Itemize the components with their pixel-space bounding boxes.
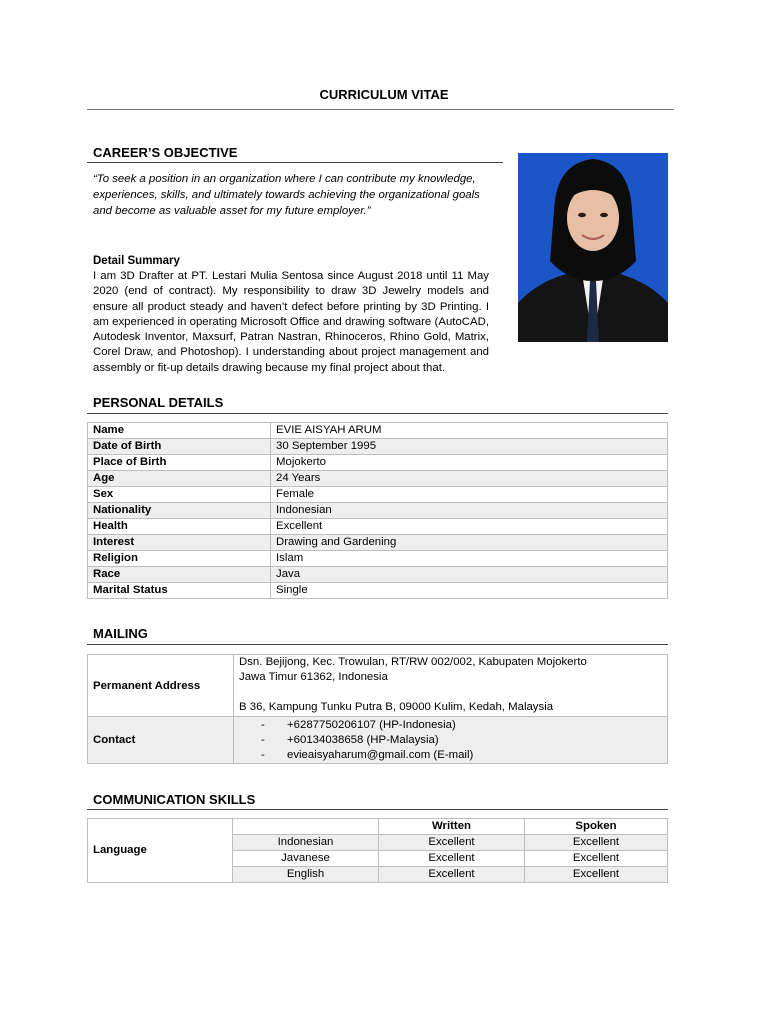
personal-divider [87,413,668,414]
language-spoken: Excellent [525,835,668,851]
personal-detail-value: EVIE AISYAH ARUM [271,423,668,439]
personal-details-row [88,535,668,551]
language-spoken: Excellent [525,867,668,883]
personal-heading: PERSONAL DETAILS [93,395,224,410]
profile-photo [518,153,668,342]
summary-heading: Detail Summary [93,255,180,267]
personal-detail-value: Excellent [271,519,668,535]
communication-divider [87,809,668,810]
personal-detail-value: 30 September 1995 [271,439,668,455]
profile-photo-image [518,153,668,342]
address-row [88,655,668,717]
personal-detail-value: Java [271,567,668,583]
personal-detail-value: Single [271,583,668,599]
personal-details-body [88,423,668,599]
contact-phone-indonesia[interactable]: +6287750206107 (HP-Indonesia) [287,718,456,731]
address-line-3: B 36, Kampung Tunku Putra B, 09000 Kulim, Kedah, Malaysia [239,701,554,713]
contact-value [234,717,668,764]
personal-detail-value: Islam [271,551,668,567]
personal-detail-value: 24 Years [271,471,668,487]
contact-row [88,717,668,764]
objective-text: “To seek a position in an organization where I can contribute my knowledge, experiences, skills, and ultimately towards achieving the organizational goals and become as valuable asset for my future employer.” [93,173,480,217]
personal-detail-label: Name [88,423,271,439]
personal-detail-label: Marital Status [88,583,271,599]
contact-label: Contact [88,717,234,764]
personal-details-row [88,503,668,519]
personal-detail-label: Religion [88,551,271,567]
address-value [234,655,668,717]
language-written: Excellent [379,867,525,883]
language-label: Language [88,819,233,883]
language-table [87,818,668,883]
language-name: Javanese [233,851,379,867]
address-label: Permanent Address [88,655,234,717]
address-line-2: Jawa Timur 61362, Indonesia [239,671,388,683]
personal-detail-label: Age [88,471,271,487]
personal-details-row [88,567,668,583]
personal-detail-label: Race [88,567,271,583]
summary-text: I am 3D Drafter at PT. Lestari Mulia Sentosa since August 2018 until 11 May 2020 (end of contract). My responsibility to draw 3D Jewelry models and ensure all product steady and haven’t defect before printing by 3D Printing. I am experienced in operating Microsoft Office and drawing software (AutoCAD, Autodesk Inventor, Maxsurf, Patran Nastran, Rhinoceros, Rhino Gold, Matrix, Corel Draw, and Photoshop). I understanding about project management and assembly or fit-up details drawing because my final project about that. [93,270,489,374]
contact-email[interactable]: evieaisyaharum@gmail.com (E-mail) [287,748,474,761]
language-name: Indonesian [233,835,379,851]
language-table-body [88,819,668,883]
personal-detail-value: Mojokerto [271,455,668,471]
personal-detail-label: Place of Birth [88,455,271,471]
personal-detail-label: Nationality [88,503,271,519]
personal-details-row [88,471,668,487]
mailing-divider [87,644,668,645]
personal-details-row [88,487,668,503]
language-header-blank [233,819,379,835]
objective-divider [87,162,503,163]
communication-heading: COMMUNICATION SKILLS [93,792,256,807]
language-spoken: Excellent [525,851,668,867]
personal-detail-label: Health [88,519,271,535]
personal-detail-value: Indonesian [271,503,668,519]
contact-item [239,718,667,733]
language-header-row [88,819,668,835]
personal-detail-value: Drawing and Gardening [271,535,668,551]
language-written: Excellent [379,835,525,851]
contact-item [239,748,667,763]
contact-list [239,718,667,763]
mailing-heading: MAILING [93,626,148,641]
personal-details-row [88,519,668,535]
title-divider [87,109,674,110]
language-name: English [233,867,379,883]
personal-detail-label: Date of Birth [88,439,271,455]
personal-details-table [87,422,668,599]
personal-details-row [88,583,668,599]
spoken-header: Spoken [525,819,668,835]
language-written: Excellent [379,851,525,867]
personal-details-row [88,423,668,439]
personal-detail-label: Sex [88,487,271,503]
written-header: Written [379,819,525,835]
address-line-1: Dsn. Bejijong, Kec. Trowulan, RT/RW 002/002, Kabupaten Mojokerto [239,656,587,668]
personal-details-row [88,551,668,567]
personal-details-row [88,455,668,471]
objective-heading: CAREER’S OBJECTIVE [93,145,238,160]
personal-details-row [88,439,668,455]
personal-detail-value: Female [271,487,668,503]
document-title: CURRICULUM VITAE [319,87,449,102]
personal-detail-label: Interest [88,535,271,551]
mailing-table [87,654,668,764]
contact-phone-malaysia[interactable]: +60134038658 (HP-Malaysia) [287,733,439,746]
contact-item [239,733,667,748]
